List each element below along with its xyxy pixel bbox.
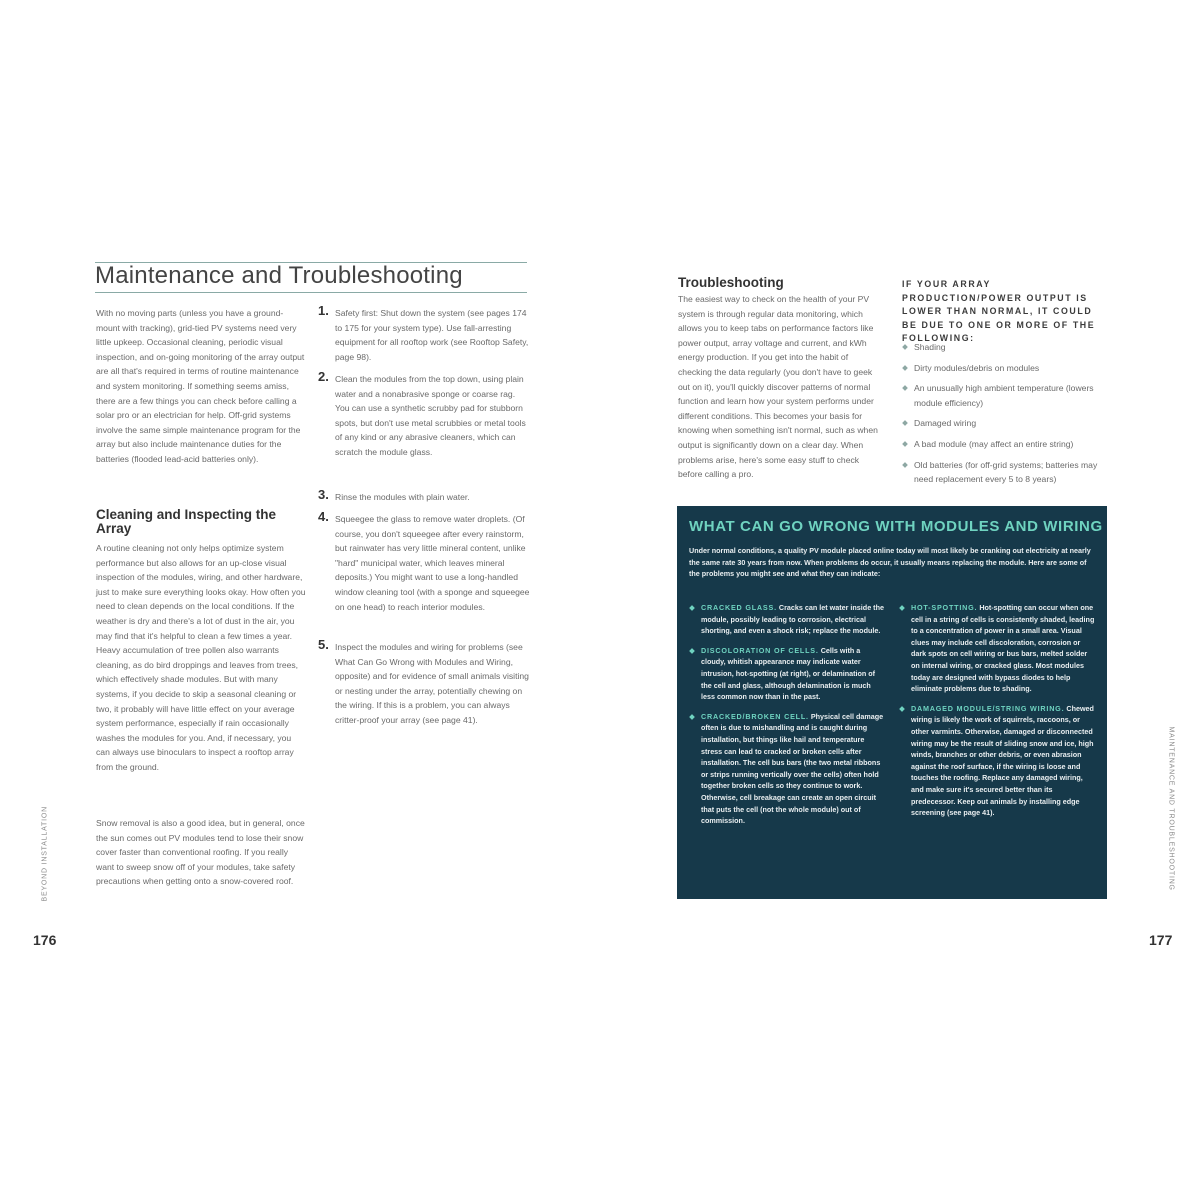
step-1	[318, 303, 530, 372]
title-rule-bottom	[95, 292, 527, 293]
troubleshooting-paragraph: The easiest way to check on the health of your PV system is through regular data monitoring, which allows you to keep tabs on performance factors like power output, array voltage and current, and kWh energy production. If you get into the habit of checking the data regularly (you don't have to geek out on it), you'll quickly discover patterns of normal function and learn how your system performs under different conditions. This becomes your basis for knowing when something isn't normal, such as when output is significantly down on a clear day. When problems arise, here's some easy stuff to check before calling a pro.	[678, 294, 878, 480]
problem-item	[689, 602, 885, 637]
callout-list	[902, 340, 1106, 487]
step-number: 5.	[318, 637, 329, 652]
sidebar-box-intro: Under normal conditions, a quality PV module placed online today will most likely be cranking out electricity at nearly the same rate 30 years from now. When problems do occur, it usually means replacing the module. Here are some of the problems you might see and what they can indicate:	[689, 546, 1091, 578]
intro-paragraph: With no moving parts (unless you have a ground-mount with tracking), grid-tied PV systems need very little upkeep. Occasional cleaning, periodic visual inspection, and on-going monitoring of the array output are all that's required in terms of routine maintenance and system monitoring. If something seems amiss, there are a few things you can check before calling a solar pro or an electrician for help. Off-grid systems involve the same simple maintenance program for the array but also include maintenance duties for the batteries (flooded lead-acid batteries only).	[96, 308, 305, 464]
problem-heading: HOT-SPOTTING.	[911, 603, 978, 612]
sidebar-box-left-column	[689, 602, 885, 835]
callout-title: IF YOUR ARRAY PRODUCTION/POWER OUTPUT IS LOWER THAN NORMAL, IT COULD BE DUE TO ONE OR MORE OF THE FOLLOWING:	[902, 279, 1096, 344]
problem-item	[899, 602, 1095, 695]
step-text: Inspect the modules and wiring for problems (see What Can Go Wrong with Modules and Wiring, opposite) and for evidence of small animals visiting or nesting under the array, potentially chewing on the wiring. If this is a problem, you can always critter-proof your array (see page 41).	[335, 642, 529, 725]
step-2	[318, 369, 530, 490]
step-number: 1.	[318, 303, 329, 318]
callout-item: A bad module (may affect an entire string)	[902, 437, 1106, 452]
sidebar-box	[677, 506, 1107, 899]
callout-item: Old batteries (for off-grid systems; batteries may need replacement every 5 to 8 years)	[902, 458, 1106, 487]
problem-heading: DISCOLORATION OF CELLS.	[701, 645, 819, 655]
sidebar-box-title: WHAT CAN GO WRONG WITH MODULES AND WIRING	[689, 518, 1103, 535]
page-number-left: 176	[33, 932, 57, 948]
sidebar-box-right-column	[899, 602, 1095, 827]
step-number: 2.	[318, 369, 329, 384]
step-number: 3.	[318, 487, 329, 502]
callout-item: An unusually high ambient temperature (lowers module efficiency)	[902, 381, 1106, 410]
running-head-left: BEYOND INSTALLATION	[41, 806, 49, 902]
running-head-right: MAINTENANCE AND TROUBLESHOOTING	[1167, 726, 1175, 891]
callout-item: Shading	[902, 340, 1106, 355]
page-number-right: 177	[1149, 932, 1173, 948]
page-title: Maintenance and Troubleshooting	[95, 262, 463, 289]
troubleshooting-heading: Troubleshooting	[678, 275, 784, 290]
problem-heading: CRACKED/BROKEN CELL.	[701, 711, 809, 721]
cleaning-steps	[318, 303, 530, 728]
step-text: Rinse the modules with plain water.	[335, 492, 470, 502]
callout-item: Dirty modules/debris on modules	[902, 361, 1106, 376]
problem-text: Cracks can let water inside the module, possibly leading to corrosion, electrical shorting, and even a shock risk; replace the module.	[701, 603, 884, 636]
step-3	[318, 487, 530, 512]
problem-text: Chewed wiring is likely the work of squirrels, raccoons, or other varmints. Otherwise, damaged or disconnected wiring may be the result of sliding snow and ice, high winds, branches or other debris, or even abrasion against the roof surface, if the wiring is loose and touches the roofing. Replace any damaged wiring, and make sure it's secured better than its predecessor. Keep out animals by installing edge screening (see page 41).	[911, 703, 1094, 818]
problem-heading: DAMAGED MODULE/STRING WIRING.	[911, 703, 1065, 713]
step-text: Safety first: Shut down the system (see pages 174 to 175 for your system type). Use fall-arresting equipment for all rooftop work (see Rooftop Safety, page 98).	[335, 308, 529, 362]
step-number: 4.	[318, 509, 329, 524]
cleaning-heading: Cleaning and Inspecting the Array	[96, 507, 277, 536]
problem-item	[689, 645, 885, 703]
step-5	[318, 637, 530, 728]
problem-item	[689, 711, 885, 827]
problem-item	[899, 703, 1095, 819]
step-text: Clean the modules from the top down, using plain water and a nonabrasive sponge or coarse rag. You can use a synthetic scrubby pad for stubborn spots, but don't use metal scrubbies or metal tools of any kind or any abrasive cleaners, which can scratch the module glass.	[335, 374, 526, 457]
cleaning-paragraph-2: Snow removal is also a good idea, but in general, once the sun comes out PV modules tend to lose their snow cover faster than conventional roofing. If you really want to sweep snow off of your modules, take safety precautions when getting onto a snow-covered roof.	[96, 818, 305, 887]
problem-text: Hot-spotting can occur when one cell in a string of cells is consistently shaded, leading to a concentration of power in a small area. Visual clues may include cell discoloration, corrosion or dark spots on cell wiring or bus bars, melted solder on internal wiring, or cracked glass. Most modules today are designed with bypass diodes to help eliminate problems due to shading.	[911, 603, 1095, 694]
callout-item: Damaged wiring	[902, 416, 1106, 431]
step-4	[318, 509, 530, 640]
step-text: Squeegee the glass to remove water droplets. (Of course, you don't squeegee after every rainstorm, but rainwater has very little mineral content, unlike "hard" municipal water, which leaves mineral deposits.) You might want to use a long-handled window cleaning tool (with a sponge and squeegee on one head) to reach interior modules.	[335, 514, 530, 612]
cleaning-paragraph-1: A routine cleaning not only helps optimize system performance but also allows for an up-close visual inspection of the modules, wiring, and other hardware, just to make sure everything looks okay. How often you need to clean depends on the local conditions. If the weather is dry and there's a lot of dust in the air, you may find that it's helpful to clean a few times a year. Heavy accumulation of tree pollen also warrants cleaning, as do bird droppings and leaves from trees, which effectively shade modules. But with many systems, if you decide to skip a seasonal cleaning or two, it probably will have little effect on your average system performance, especially if rain occasionally washes the modules for you. And, if necessary, you can always use binoculars to inspect a rooftop array from the ground.	[96, 543, 306, 772]
problem-text: Physical cell damage often is due to mishandling and is caught during installation, but things like hail and temperature stress can lead to cracked or broken cells after installation. The cell bus bars (the two metal ribbons or strips running vertically over the cells) often hold together broken cells so they continue to work. Otherwise, cell breakage can create an open circuit that puts the cell (not the whole module) out of commission.	[701, 711, 884, 826]
problem-heading: CRACKED GLASS.	[701, 603, 777, 612]
problem-text: Cells with a cloudy, whitish appearance may indicate water intrusion, hot-spotting (at right), or delamination of the cell and glass, although delamination is much less common now than in the past.	[701, 645, 876, 702]
